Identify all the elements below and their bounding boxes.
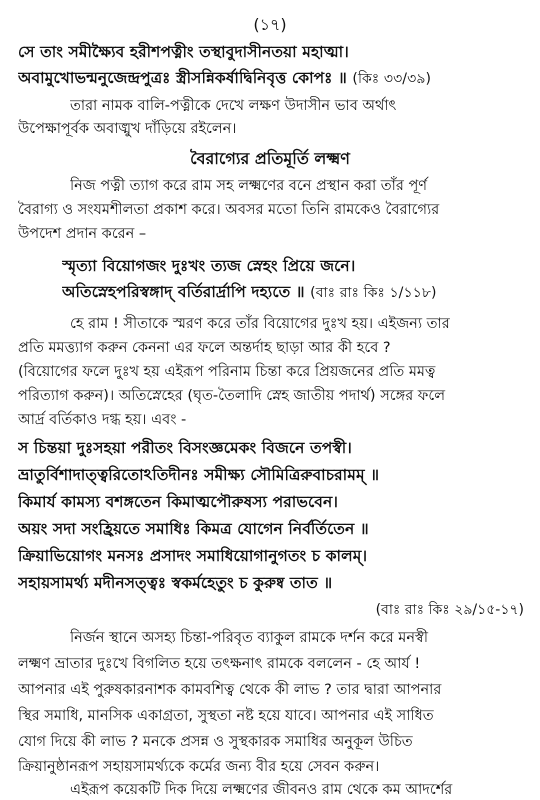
para4-line3: আপনার এই পুরুষকারনাশক কামবশিত্ব থেকে কী লাভ ? তার দ্বারা আপনার [18, 682, 442, 698]
para3-line5: আর্দ্র বর্তিকাও দগ্ধ হয়। এবং - [18, 412, 187, 428]
shloka2-reference: (বাঃ রাঃ কিঃ ১/১১৮) [310, 285, 437, 301]
page-number: (১৭) [253, 15, 287, 34]
shloka2-line2-text: অতিস্নেহপরিস্বঙ্গাদ্ বর্তিরার্দ্রাপি দহ্যতে ॥ [62, 283, 305, 301]
para1-line1: তারা নামক বালি-পত্নীকে দেখে লক্ষণ উদাসীন ভাব অর্থাৎ [70, 98, 397, 114]
para2-line1: নিজ পত্নী ত্যাগ করে রাম সহ লক্ষ্মণের বনে প্রস্থান করা তাঁর পূর্ণ [70, 178, 428, 194]
para4-line1: নির্জন স্থানে অসহ্য চিন্তা-পরিবৃত ব্যাকুল রামকে দর্শন করে মনস্বী [70, 630, 428, 646]
para3-line3: (বিয়োগের ফলে দুঃখ হয় এইরূপ পরিনাম চিন্তা করে প্রিয়জনের প্রতি মমত্ব [18, 364, 436, 380]
shloka1-line2-text: অবামুখোভন্মনুজেন্দ্রপুত্রঃ স্ত্রীসন্নিকর্ষাদ্বিনিবৃত্ত কোপঃ ॥ [18, 69, 347, 87]
shloka1-line2 [18, 66, 524, 92]
para3-line2: প্রতি মমত্ত্যাগ করুন কেননা এর ফলে অন্তর্দাহ ছাড়া আর কী হবে ? [18, 340, 391, 356]
shloka2-line2 [62, 280, 524, 306]
para4-line5: যোগ দিয়ে কী লাভ ? মনকে প্রসন্ন ও সুস্থকারক সমাধির অনুকূল উচিত [18, 734, 413, 750]
para2-line2: বৈরাগ্য ও সংযমশীলতা প্রকাশ করে। অবসর মতো তিনি রামকেও বৈরাগ্যের [18, 202, 440, 218]
shloka3-line5: ক্রিয়াভিয়োগং মনসঃ প্রসাদং সমাধিয়োগানুগতং চ কালম্। [18, 547, 368, 565]
shloka3-line2: ভ্রাতুর্বিশাদাত্ত্বরিতোঽতিদীনঃ সমীক্ষ্য সৌমিত্রিরুবাচরামম্ ॥ [18, 466, 380, 484]
para3-line4: পরিত্যাগ করুন)। অতিস্নেহের (ঘৃত-তৈলাদি স্নেহ জাতীয় পদার্থ) সঙ্গের ফলে [18, 388, 446, 404]
shloka3-line6: সহায়সামর্থ্য মদীনসত্ত্বঃ স্বকর্মহেতুং চ কুরুষ্ব তাত ॥ [18, 574, 333, 592]
section-heading: বৈরাগ্যের প্রতিমূর্তি লক্ষ্মণ [190, 149, 350, 168]
shloka3-reference: (বাঃ রাঃ কিঃ ২৯/১৫-১৭) [375, 602, 524, 618]
para3-line1: হে রাম ! সীতাকে স্মরণ করে তাঁর বিয়োগের দুঃখ হয়। এইজন্য তার [70, 316, 450, 332]
para2-line3: উপদেশ প্রদান করেন – [18, 226, 147, 242]
shloka1-line1: সে তাং সমীক্ষ্যৈব হরীশপত্নীং তস্থাবুদাসীনতয়া মহাত্মা। [18, 43, 349, 61]
para5-line1: এইরূপ কয়েকটি দিক দিয়ে লক্ষ্মণের জীবনও রাম থেকে কম আদর্শের [70, 782, 453, 798]
shloka3-line4: অয়ং সদা সংহ্রিয়তে সমাধিঃ কিমত্র যোগেন নির্বর্তিতেন ॥ [18, 520, 369, 538]
shloka3-line1: স চিন্তয়া দুঃসহয়া পরীতং বিসংজ্ঞমেকং বিজনে তপস্বী। [18, 439, 352, 457]
shloka2-line1: স্মৃত্যা বিয়োগজং দুঃখং ত্যজ স্নেহং প্রিয়ে জনে। [62, 257, 356, 275]
shloka3-line3: কিমার্য কামস্য বশঙ্গতেন কিমাত্মপৌরুষস্য পরাভবেন। [18, 493, 338, 511]
para1-line2: উপেক্ষাপূর্বক অবাঙ্মুখ দাঁড়িয়ে রইলেন। [18, 121, 237, 137]
para4-line4: স্থির সমাধি, মানসিক একাগ্রতা, সুস্থতা নষ্ট হয়ে যাবে। আপনার এই সাধিত [18, 708, 434, 724]
para4-line6: ক্রিয়ানুষ্ঠানরূপ সহায়সামর্থ্যকে কর্মের জন্য বীর হয়ে সেবন করুন। [18, 759, 380, 775]
para4-line2: লক্ষ্মণ ভ্রাতার দুঃখে বিগলিত হয়ে তৎক্ষনাৎ রামকে বললেন - হে আর্য ! [18, 656, 421, 672]
shloka1-reference: (কিঃ ৩৩/৩৯) [352, 71, 432, 87]
